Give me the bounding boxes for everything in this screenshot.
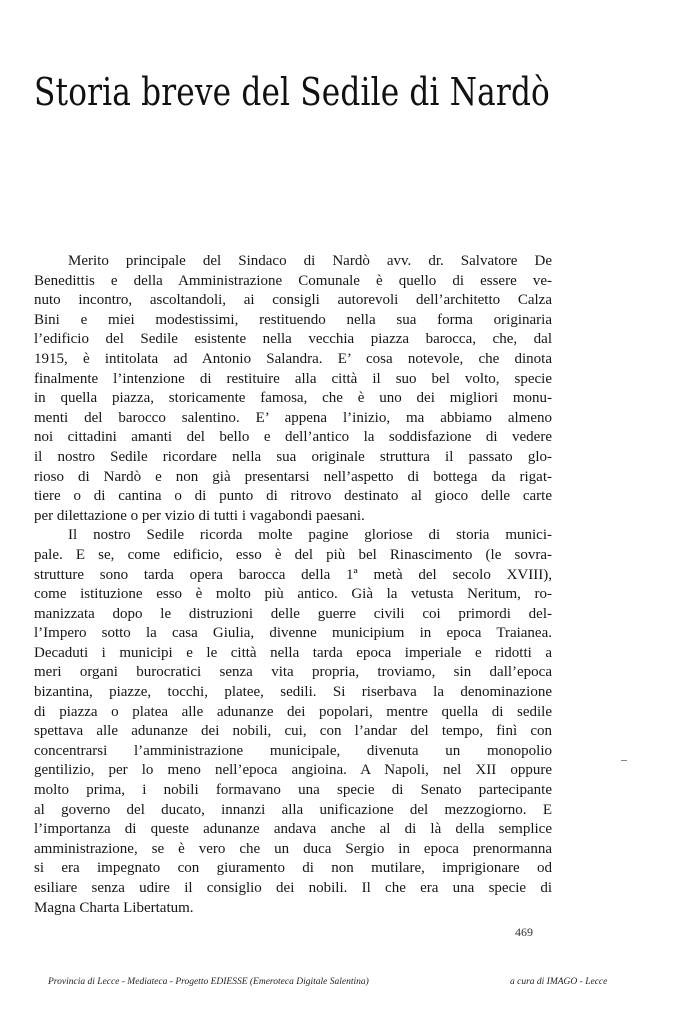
text-line: il nostro Sedile ricordare nella sua originale struttura il passato glo- [34,448,552,465]
page-title: Storia breve del Sedile di Nardò [34,70,550,114]
text-line: di piazza o platea alle adunanze dei popolari, mentre quella di sedile [34,703,552,720]
article-body [34,252,552,918]
text-line: in quella piazza, storicamente famosa, che è uno dei migliori monu- [34,390,552,407]
text-line: gentilizio, per lo meno nell’epoca angioina. A Napoli, nel XII oppure [34,762,552,779]
text-line: si era impegnato con giuramento di non mutilare, imprigionare od [34,860,552,877]
text-line: 1915, è intitolata ad Antonio Salandra. E’ cosa notevole, che dinota [34,350,552,367]
text-line: Merito principale del Sindaco di Nardò avv. dr. Salvatore De [68,253,552,269]
text-line: meri organi burocratici senza vita propria, troviamo, sin dall’epoca [34,664,552,681]
text-line: strutture sono tarda opera barocca della 1ª metà del secolo XVIII), [34,566,552,583]
text-line: nuto incontro, ascoltandoli, ai consigli autorevoli dell’architetto Calza [34,292,552,309]
text-line: tiere o di cantina o di punto di ritrovo destinato al gioco delle carte [34,488,552,505]
text-line: Decaduti i municipi e le città nella tarda epoca imperiale e ridotti a [34,644,552,661]
text-line: Bini e miei modestissimi, restituendo nella sua forma originaria [34,311,552,328]
text-line: esiliare senza udire il consiglio dei nobili. Il che era una specie di [34,880,552,896]
text-line: noi cittadini amanti del bello e dell’antico la soddisfazione di vedere [34,429,552,446]
text-line: amministrazione, se è vero che un duca Sergio in epoca prenormanna [34,840,552,857]
text-line: concentrarsi l’amministrazione municipale, divenuta un monopolio [34,742,552,759]
text-line: molto prima, i nobili formavano una specie di Senato partecipante [34,782,552,799]
footer-credit-left: Provincia di Lecce - Mediateca - Progetto EDIESSE (Emeroteca Digitale Salentina) [48,977,369,987]
scan-mark [621,760,627,761]
text-line: rioso di Nardò e non già presentarsi nell’aspetto di bottega da rigat- [34,468,552,485]
text-line: spettava alle adunanze dei nobili, cui, con l’andar del tempo, finì con [34,723,552,740]
page-number: 469 [515,925,533,939]
text-line: bizantina, piazze, tocchi, platee, sedili. Si riserbava la denominazione [34,684,552,701]
footer-credit-right: a cura di IMAGO - Lecce [510,977,608,987]
text-line: pale. E se, come edificio, esso è del più bel Rinascimento (le sovra- [34,546,552,563]
text-line: come istituzione esso è molto più antico. Già la vetusta Neritum, ro- [34,586,552,603]
text-line: Benedittis e della Amministrazione Comunale è quello di essere ve- [34,272,552,289]
text-line: menti del barocco salentino. E’ appena l’inizio, ma abbiamo almeno [34,409,552,426]
text-line: manizzata dopo le distruzioni delle guerre civili coi primordi del- [34,605,552,622]
text-line: l’importanza di queste adunanze andava anche al di là della semplice [34,821,552,838]
text-line: l’Impero sotto la casa Giulia, divenne municipium in epoca Traianea. [34,625,552,642]
text-line: finalmente l’intenzione di restituire alla città il suo bel volto, specie [34,370,552,387]
text-line: Magna Charta Libertatum. [34,899,194,916]
text-line: l’edificio del Sedile esistente nella vecchia piazza barocca, che, dal [34,331,552,348]
text-line: Il nostro Sedile ricorda molte pagine gloriose di storia munici- [68,527,552,544]
text-line: al governo del ducato, innanzi alla unificazione del mezzogiorno. E [34,801,552,818]
text-line: per dilettazione o per vizio di tutti i vagabondi paesani. [34,507,365,524]
